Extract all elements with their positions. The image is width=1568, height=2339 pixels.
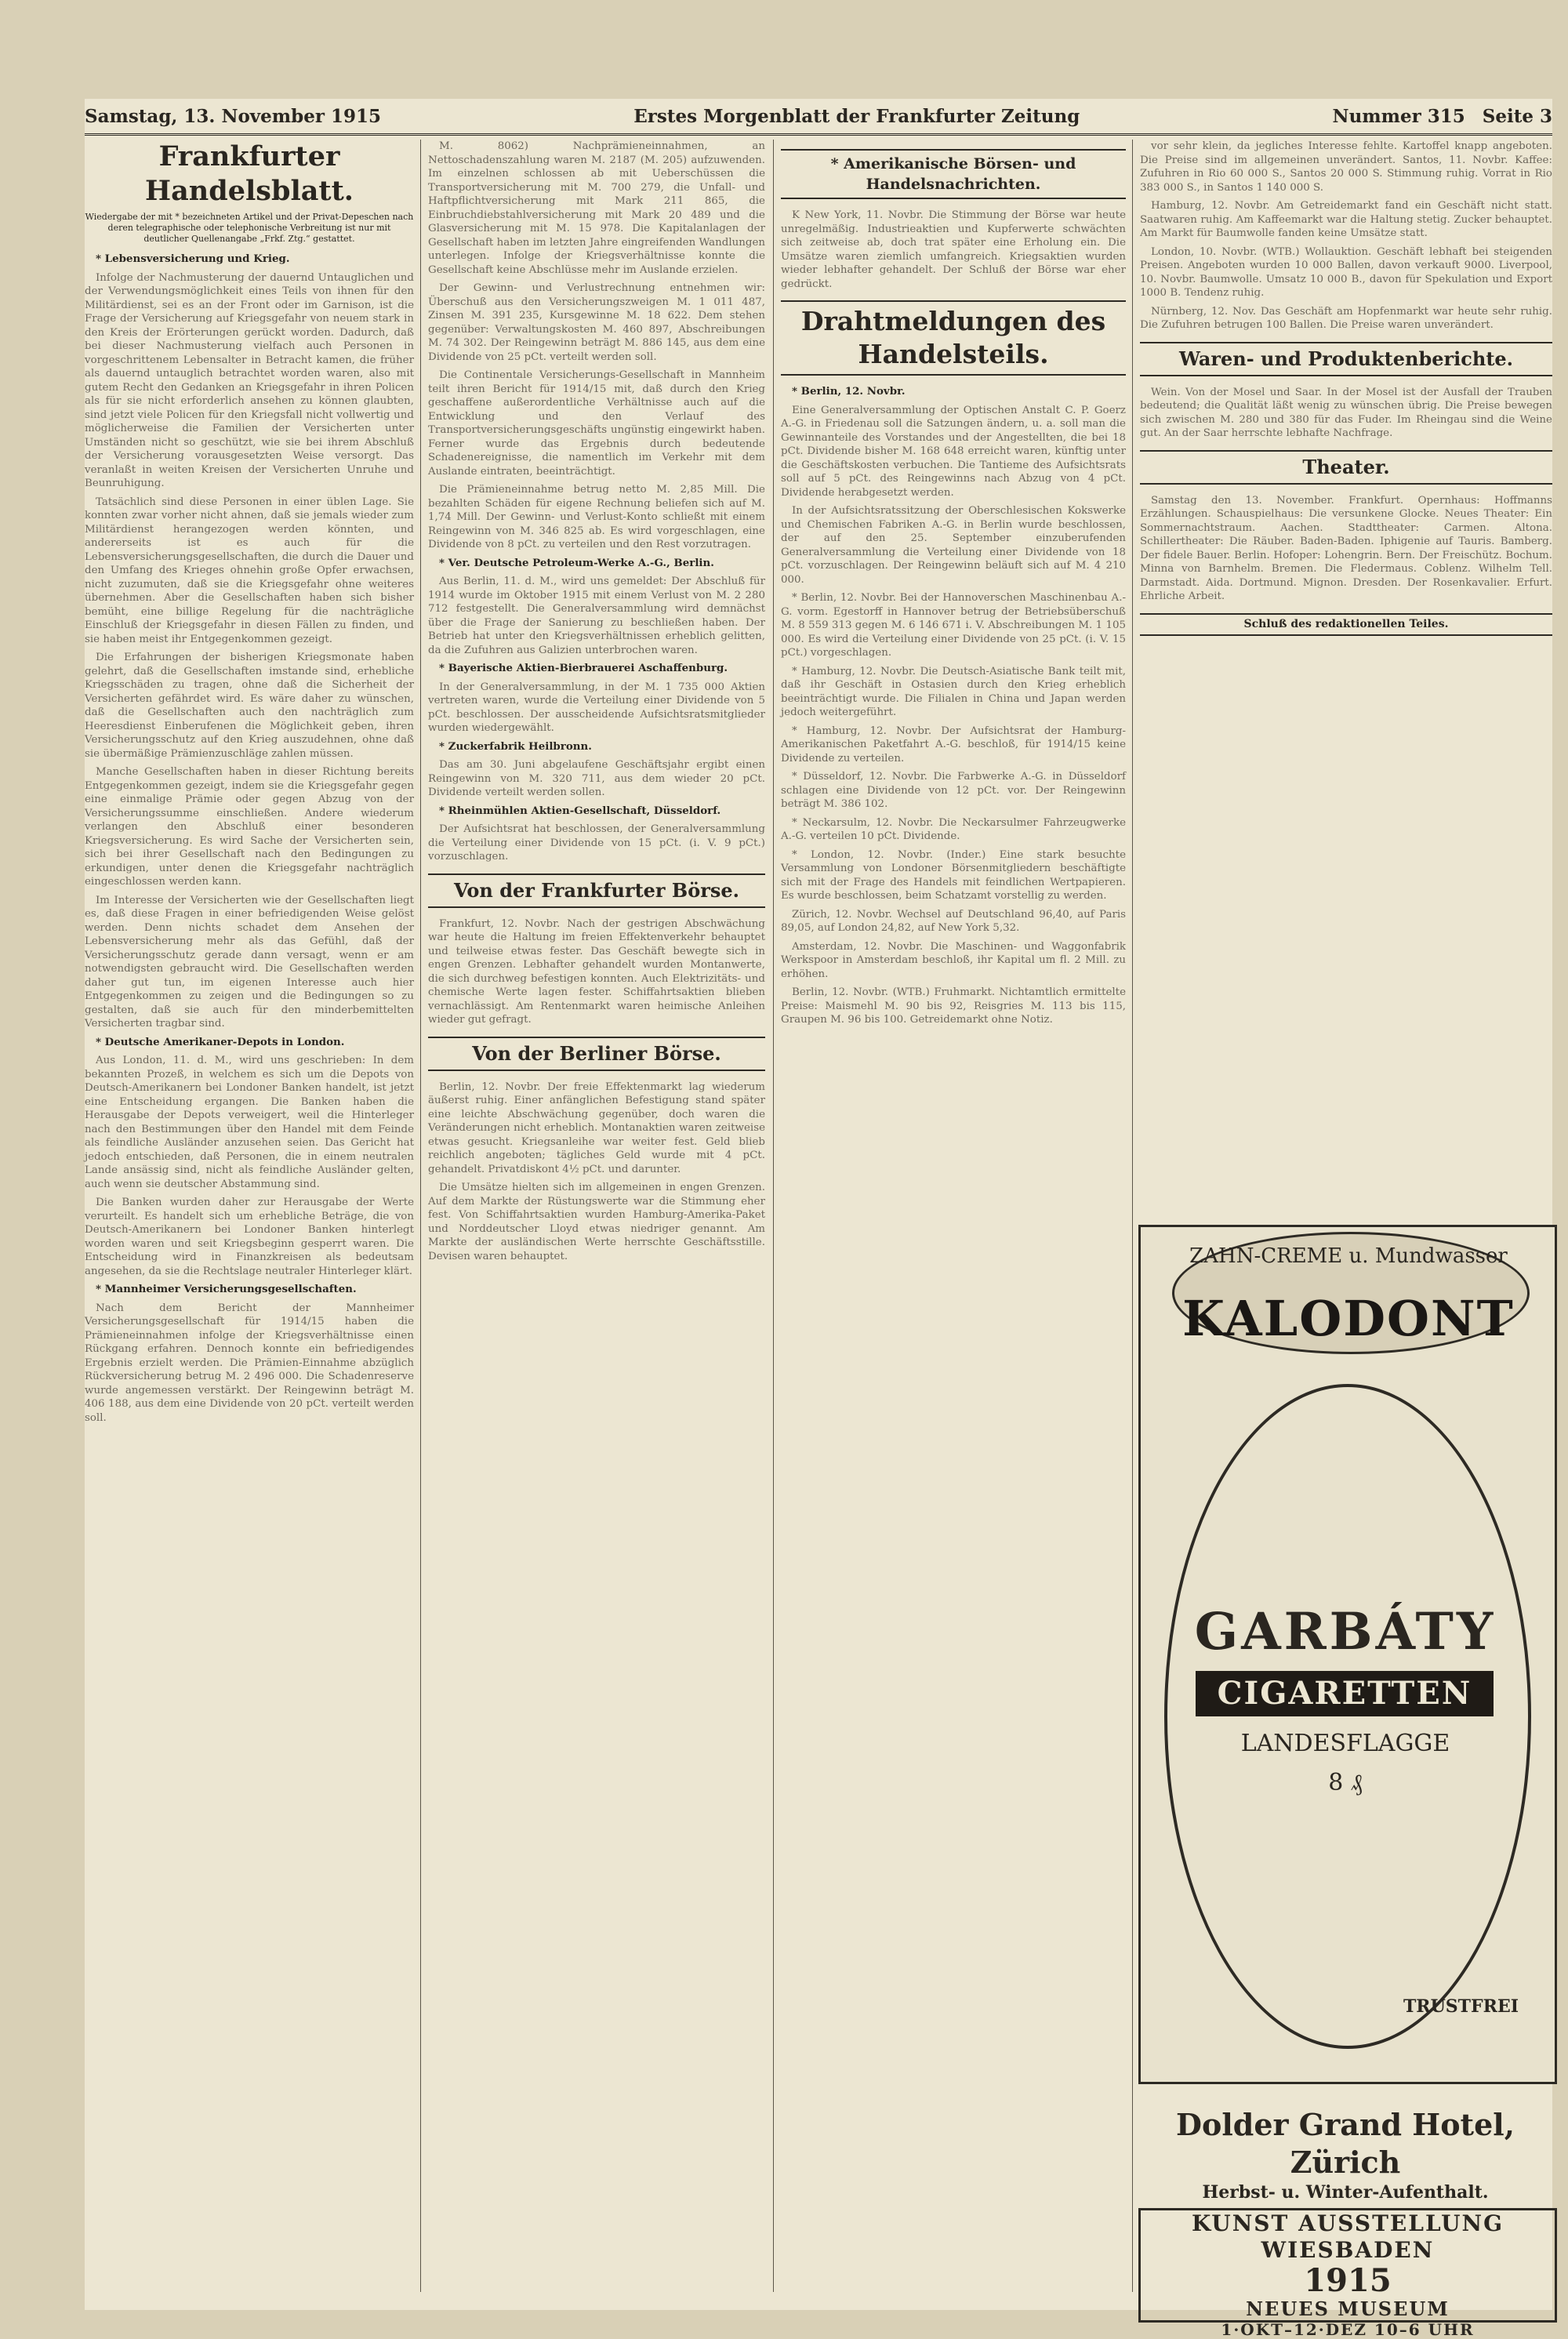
garbaty-trustfrei: TRUSTFREI bbox=[1403, 1996, 1519, 2017]
garbaty-cigaretten: CIGARETTEN bbox=[1196, 1671, 1494, 1716]
header-date: Samstag, 13. November 1915 bbox=[85, 105, 381, 127]
heading-frankfurt-boerse: Von der Frankfurter Börse. bbox=[428, 873, 765, 908]
header-edition: Erstes Morgenblatt der Frankfurter Zeitung bbox=[633, 105, 1080, 127]
kalodont-subtitle: ZAHN-CREME u. Mundwasser bbox=[1189, 1244, 1508, 1268]
garbaty-brand: GARBÁTY bbox=[1194, 1602, 1497, 1662]
column-4: vor sehr klein, da jegliches Interesse fehlte. Kartoffel knapp angeboten. Die Preise sind im allgemeinen unverändert. Santos, 11. Novbr. Kaffee: Zufuhren in Rio 60 000 S., Santos 20 000 S. Stimmung ruhig. Vorrat in Rio 383 000 S., in Santos 1 140 000 S. Hamburg, 12. Novbr. Am Getreidemarkt fand ein Geschäft nicht statt. Saatwaren ruhig. Am Kaffeemarkt war die Haltung stetig. Zucker behauptet. Am Markt für Baumwolle fanden keine Umsätze statt. London, 10. Novbr. (WTB.) Wollauktion. Geschäft lebhaft bei steigenden Preisen. Angeboten wurden 10 000 Ballen, davon verkauft 9000. Liverpool, 10. Novbr. Baumwolle. Umsatz 10 000 B., davon für Spekulation und Export 1000 B. Tendenz ruhig. Nürnberg, 12. Nov. Das Geschäft am Hopfenmarkt war heute sehr ruhig. Die Zufuhren betrugen 100 Ballen. Die Preise waren unverändert. Waren- und Produktenberichte. Wein. Von der Mosel und Saar. In der Mosel ist der Ausfall der Trauben bedeutend; die Qualität läßt wenig zu wünschen übrig. Die Preise bewegen sich zwischen M. 280 und 380 für das Fuder. Im Rheingau sind die Weine gut. An der Saar herrschte lebhafte Nachfrage. Theater. Samstag den 13. November. Frankfurt. Opernhaus: Hoffmanns Erzählungen. Schauspielhaus: Die versunkene Glocke. Neues Theater: Ein Sommernachtstraum. Aachen. Stadttheater: Carmen. Altona. Schillertheater: Die Räuber. Baden-Baden. Iphigenie auf Tauris. Bamberg. Der fidele Bauer. Berlin. Hofoper: Lohengrin. Bern. Der Freischütz. Bochum. Minna von Barnhelm. Bremen. Die Fledermaus. Coblenz. Wilhelm Tell. Darmstadt. Aida. Dortmund. Mignon. Dresden. Der Rosenkavalier. Erfurt. Ehrliche Arbeit. Schluß des redaktionellen Teiles. bbox=[1140, 140, 1552, 1215]
kunst-dates: 1·OKT–12·DEZ 10–6 UHR bbox=[1221, 2320, 1475, 2339]
garbaty-landesflagge: LANDESFLAGGE bbox=[1240, 1730, 1450, 1757]
kunst-museum: NEUES MUSEUM bbox=[1246, 2297, 1450, 2320]
heading-waren: Waren- und Produktenberichte. bbox=[1140, 342, 1552, 376]
heading-drahtmeldungen: Drahtmeldungen des Handelsteils. bbox=[781, 300, 1126, 376]
masthead: Frankfurter Handelsblatt. bbox=[145, 140, 354, 207]
ad-kunstausstellung bbox=[1138, 2208, 1557, 2339]
heading-berliner-boerse: Von der Berliner Börse. bbox=[428, 1037, 765, 1071]
column-rule-1 bbox=[420, 140, 421, 2292]
footer-notice: Schluß des redaktionellen Teiles. bbox=[1140, 613, 1552, 637]
ad-kalodont-garbaty bbox=[1138, 1225, 1557, 2084]
dolder-title: Dolder Grand Hotel, Zürich bbox=[1176, 2107, 1515, 2180]
column-rule-2 bbox=[773, 140, 774, 2292]
heading-theater: Theater. bbox=[1140, 450, 1552, 485]
kunst-year: 1915 bbox=[1304, 2262, 1392, 2299]
column-rule-3 bbox=[1132, 140, 1133, 2292]
column-2: M. 8062) Nachprämieneinnahmen, an Nettoschadenszahlung waren M. 2187 (M. 205) aufzuwenden. Im einzelnen schlossen ab mit Ueberschüssen die Transportversicherung mit M. 700 279, die Unfall- und Haftpflichtversicherung mit Mark 211 865, die Einbruchdiebstahlversicherung mit Mark 20 489 und die Glasversicherung mit M. 15 978. Die Kapitalanlagen der Gesellschaft haben im letzten Jahre eingreifenden Wandlungen unterlegen. Infolge der Kriegsverhältnisse konnte die Gesellschaft keine Abschlüsse mehr im Auslande erzielen. Der Gewinn- und Verlustrechnung entnehmen wir: Überschuß aus den Versicherungszweigen M. 1 011 487, Zinsen M. 391 235, Kursgewinne M. 18 622. Dem stehen gegenüber: Verwaltungskosten M. 460 897, Abschreibungen M. 74 302. Der Reingewinn beträgt M. 886 145, aus dem eine Dividende von 25 pCt. verteilt werden soll. Die Continentale Versicherungs-Gesellschaft in Mannheim teilt ihren Bericht für 1914/15 mit, daß durch den Krieg geschaffene außerordentliche Verhältnisse auch auf die Entwicklung und den Verlauf des Transportversicherungsgeschäfts ungünstig eingewirkt haben. Ferner wurde das Ergebnis durch bedeutende Schadenereignisse, die namentlich im Verkehr mit dem Auslande eintraten, beeinträchtigt. Die Prämieneinnahme betrug netto M. 2,85 Mill. Die bezahlten Schäden für eigene Rechnung beliefen sich auf M. 1,74 Mill. Der Gewinn- und Verlust-Konto schließt mit einem Reingewinn von M. 346 825 ab. Es wird vorgeschlagen, eine Dividende von 8 pCt. zu verteilen und den Rest vorzutragen. * Ver. Deutsche Petroleum-Werke A.-G., Berlin. Aus Berlin, 11. d. M., wird uns gemeldet: Der Abschluß für 1914 wurde im Oktober 1915 mit einem Verlust von M. 2 280 712 festgestellt. Die Generalversammlung wird demnächst über die Frage der Sanierung zu beschließen haben. Der Betrieb hat unter den Kriegsverhältnissen erheblich gelitten, da die Zufuhren aus Galizien unterbrochen waren. * Bayerische Aktien-Bierbrauerei Aschaffenburg. In der Generalversammlung, in der M. 1 735 000 Aktien vertreten waren, wurde die Verteilung einer Dividende von 5 pCt. beschlossen. Der ausscheidende Aufsichtsratsmitglieder wurden wiedergewählt. * Zuckerfabrik Heilbronn. Das am 30. Juni abgelaufene Geschäftsjahr ergibt einen Reingewinn von M. 320 711, aus dem wieder 20 pCt. Dividende verteilt werden sollen. * Rheinmühlen Aktien-Gesellschaft, Düsseldorf. Der Aufsichtsrat hat beschlossen, der Generalversammlung die Verteilung einer Dividende von 15 pCt. (i. V. 9 pCt.) vorzuschlagen. Von der Frankfurter Börse. Frankfurt, 12. Novbr. Nach der gestrigen Abschwächung war heute die Haltung im freien Effektenverkehr behauptet und teilweise etwas fester. Das Geschäft bewegte sich in engen Grenzen. Lebhafter gehandelt wurden Montanwerte, die sich durchweg befestigen konnten. Auch Elektrizitäts- und chemische Werte lagen fester. Schiffahrtsaktien blieben vernachlässigt. Am Rentenmarkt waren heimische Anleihen wieder gut gefragt. Von der Berliner Börse. Berlin, 12. Novbr. Der freie Effektenmarkt lag wiederum äußerst ruhig. Einer anfänglichen Befestigung stand später eine leichte Abschwächung gegenüber, doch waren die Veränderungen nicht erheblich. Montanaktien waren zeitweise etwas gesucht. Kriegsanleihe war weiter fest. Geld blieb reichlich angeboten; tägliches Geld wurde mit 4 pCt. gehandelt. Privatdiskont 4½ pCt. und darunter. Die Umsätze hielten sich im allgemeinen in engen Grenzen. Auf dem Markte der Rüstungswerte war die Stimmung eher fest. Von Schiffahrtsaktien wurden Hamburg-Amerika-Paket und Norddeutscher Lloyd etwas niedriger genannt. Am Markte der ausländischen Werte herrschte Geschäftsstille. Devisen waren behauptet. bbox=[428, 140, 765, 1262]
header-number: Nummer 315 Seite 3 bbox=[1332, 105, 1552, 127]
kalodont-brand: KALODONT bbox=[1182, 1290, 1515, 1347]
kunst-title: KUNST AUSSTELLUNG WIESBADEN bbox=[1191, 2210, 1504, 2263]
column-3: * Amerikanische Börsen- und Handelsnachrichten. K New York, 11. Novbr. Die Stimmung der Börse war heute unregelmäßig. Industrieaktien und Kupferwerte schwächten sich zeitweise ab, doch trat später eine Erholung ein. Die Umsätze waren ziemlich umfangreich. Kriegsaktien wurden wieder lebhafter gehandelt. Der Schluß der Börse war eher gedrückt. Drahtmeldungen des Handelsteils. * Berlin, 12. Novbr. Eine Generalversammlung der Optischen Anstalt C. P. Goerz A.-G. in Friedenau soll die Satzungen ändern, u. a. soll man die Gewinnanteile des Vorstandes und der Angestellten, die bei 18 pCt. Dividende bisher M. 168 648 erreicht waren, künftig unter die Geschäftskosten verbuchen. Die Tantieme des Aufsichtsrats soll auf 5 pCt. des Reingewinns nach Abzug von 4 pCt. Dividende herabgesetzt werden. In der Aufsichtsratssitzung der Oberschlesischen Kokswerke und Chemischen Fabriken A.-G. in Berlin wurde beschlossen, der auf den 25. September einzuberufenden Generalversammlung die Verteilung einer Dividende von 18 pCt. vorzuschlagen. Der Reingewinn beläuft sich auf M. 4 210 000. * Berlin, 12. Novbr. Bei der Hannoverschen Maschinenbau A.-G. vorm. Egestorff in Hannover betrug der Betriebsüberschuß M. 8 559 313 gegen M. 6 146 671 i. V. Abschreibungen M. 1 105 000. Es wird die Verteilung einer Dividende von 25 pCt. (i. V. 15 pCt.) vorgeschlagen. * Hamburg, 12. Novbr. Die Deutsch-Asiatische Bank teilt mit, daß ihr Geschäft in Ostasien durch den Krieg erheblich beeinträchtigt wurde. Die Filialen in China und Japan werden jedoch weitergeführt. * Hamburg, 12. Novbr. Der Aufsichtsrat der Hamburg-Amerikanischen Paketfahrt A.-G. beschloß, für 1914/15 keine Dividende zu verteilen. * Düsseldorf, 12. Novbr. Die Farbwerke A.-G. in Düsseldorf schlagen eine Dividende von 12 pCt. vor. Der Reingewinn beträgt M. 386 102. * Neckarsulm, 12. Novbr. Die Neckarsulmer Fahrzeugwerke A.-G. verteilen 10 pCt. Dividende. * London, 12. Novbr. (Inder.) Eine stark besuchte Versammlung von Londoner Börsenmitgliedern beschäftigte sich mit der Frage des Handels mit feindlichen Wertpapieren. Es wurde beschlossen, beim Schatzamt vorstellig zu werden. Zürich, 12. Novbr. Wechsel auf Deutschland 96,40, auf Paris 89,05, auf London 24,82, auf New York 5,32. Amsterdam, 12. Novbr. Die Maschinen- und Waggonfabrik Werkspoor in Amsterdam beschloß, ihr Kapital um fl. 2 Mill. zu erhöhen. Berlin, 12. Novbr. (WTB.) Fruhmarkt. Nichtamtlich ermittelte Preise: Maismehl M. 90 bis 92, Reisgries M. 113 bis 115, Graupen M. 96 bis 100. Getreidemarkt ohne Notiz. bbox=[781, 140, 1126, 2292]
ad-dolder-hotel bbox=[1138, 2106, 1552, 2203]
garbaty-oval bbox=[1164, 1384, 1531, 2049]
heading-amerikanische-boerse: * Amerikanische Börsen- und Handelsnachrichten. bbox=[781, 149, 1126, 199]
column-1: Frankfurter Handelsblatt. Wiedergabe der mit * bezeichneten Artikel und der Privat-Depeschen nach deren telegraphische oder telephonische Verbreitung ist nur mit deutlicher Quellenangabe „Frkf. Ztg.“ gestattet. * Lebensversicherung und Krieg. Infolge der Nachmusterung der dauernd Untauglichen und der Verwendungsmöglichkeit eines Teils von ihnen für den Militärdienst, sei es an der Front oder im Garnison, ist die Frage der Versicherung auf Kriegsgefahr von neuem stark in den Kreis der Erörterungen gerückt worden. Dadurch, daß bei dieser Nachmusterung vielfach auch Personen in vorgeschrittenem Lebensalter in Betracht kamen, die früher als dauernd untauglich betrachtet worden waren, also mit gutem Recht den Gedanken an Kriegsgefahr in ihren Policen als für sie nicht erforderlich ansehen zu können glaubten, sind jetzt viele Policen für den Kriegsfall nicht vollwertig und möglicherweise die Familien der Versicherten unter Umständen nicht so geschützt, wie sie bei ihrem Abschluß der Versicherung vorausgesetzten Weise versorgt. Das veranlaßt in weiten Kreisen der Versicherten Unruhe und Beunruhigung. Tatsächlich sind diese Personen in einer üblen Lage. Sie konnten zwar vorher nicht ahnen, daß sie jemals wieder zum Militärdienst herangezogen werden könnten, und andererseits ist es auch für die Lebensversicherungsgesellschaften, die durch die Dauer und den Umfang des Krieges ohnehin große Opfer erwachsen, nicht zuzumuten, daß sie die Kriegsgefahr ohne weiteres übernehmen. Aber die Gesellschaften haben sich bisher bemüht, eine billige Regelung für die nachträgliche Einschluß der Kriegsgefahr in diesen Fällen zu finden, und sie haben meist ihr Entgegenkommen gezeigt. Die Erfahrungen der bisherigen Kriegsmonate haben gelehrt, daß die Gesellschaften imstande sind, erhebliche Kriegsschäden zu tragen, ohne daß die Sicherheit der Versicherten gefährdet wird. Es wäre daher zu wünschen, daß die Gesellschaften auch den nachträglich zum Heeresdienst Einberufenen die Möglichkeit geben, ihren Versicherungsschutz auf den Krieg auszudehnen, ohne daß sie übermäßige Prämienzuschläge zahlen müssen. Manche Gesellschaften haben in dieser Richtung bereits Entgegenkommen gezeigt, indem sie die Kriegsgefahr gegen eine einmalige Prämie oder gegen Abzug von der Versicherungssumme einschließen. Andere wiederum verlangen den Abschluß einer besonderen Kriegsversicherung. Es wird Sache der Versicherten sein, sich bei ihrer Gesellschaft nach den Bedingungen zu erkundigen, unter denen die Kriegsgefahr nachträglich eingeschlossen werden kann. Im Interesse der Versicherten wie der Gesellschaften liegt es, daß diese Fragen in einer befriedigenden Weise gelöst werden. Denn nichts schadet dem Ansehen der Lebensversicherung mehr als das Gefühl, daß der Versicherungsschutz gerade dann versagt, wenn er am notwendigsten gebraucht wird. Die Gesellschaften werden daher gut tun, im eigenen Interesse auch hier Entgegenkommen zu zeigen und die Bedingungen so zu gestalten, daß sie auch für den minderbemittelten Versicherten tragbar sind. * Deutsche Amerikaner-Depots in London. Aus London, 11. d. M., wird uns geschrieben: In dem bekannten Prozeß, in welchem es sich um die Depots von Deutsch-Amerikanern bei Londoner Banken handelt, ist jetzt eine Entscheidung ergangen. Die Banken haben die Herausgabe der Depots verweigert, weil die Hinterleger nach den Bestimmungen über den Handel mit dem Feinde als feindliche Ausländer anzusehen seien. Das Gericht hat jedoch entschieden, daß Personen, die in einem neutralen Lande ansässig sind, nicht als feindliche Ausländer gelten, auch wenn sie deutscher Abstammung sind. Die Banken wurden daher zur Herausgabe der Werte verurteilt. Es handelt sich um erhebliche Beträge, die von Deutsch-Amerikanern bei Londoner Banken hinterlegt worden waren und seit Kriegsbeginn gesperrt waren. Die Entscheidung wird in Finanzkreisen als bedeutsam angesehen, da sie die Rechtslage neutraler Hinterleger klärt. * Mannheimer Versicherungsgesellschaften. Nach dem Bericht der Mannheimer Versicherungsgesellschaft für 1914/15 haben die Prämieneinnahmen infolge der Kriegsverhältnisse einen Rückgang erfahren. Dennoch konnte ein befriedigendes Ergebnis erzielt werden. Die Prämien-Einnahme abzüglich Rückversicherung betrug M. 2 496 000. Die Schadenreserve wurde angemessen verstärkt. Der Reingewinn beträgt M. 406 188, aus dem eine Dividende von 20 pCt. verteilt werden soll. bbox=[85, 140, 414, 1424]
newspaper-page bbox=[85, 99, 1552, 2339]
page-header bbox=[85, 99, 1552, 136]
dolder-subtitle: Herbst- u. Winter-Aufenthalt. bbox=[1202, 2182, 1489, 2203]
garbaty-price: 8 ₰ bbox=[1328, 1769, 1363, 1796]
masthead-note: Wiedergabe der mit * bezeichneten Artikel und der Privat-Depeschen nach deren telegraphische oder telephonische Verbreitung ist nur mit deutlicher Quellenangabe „Frkf. Ztg.“ gestattet. bbox=[85, 212, 414, 244]
